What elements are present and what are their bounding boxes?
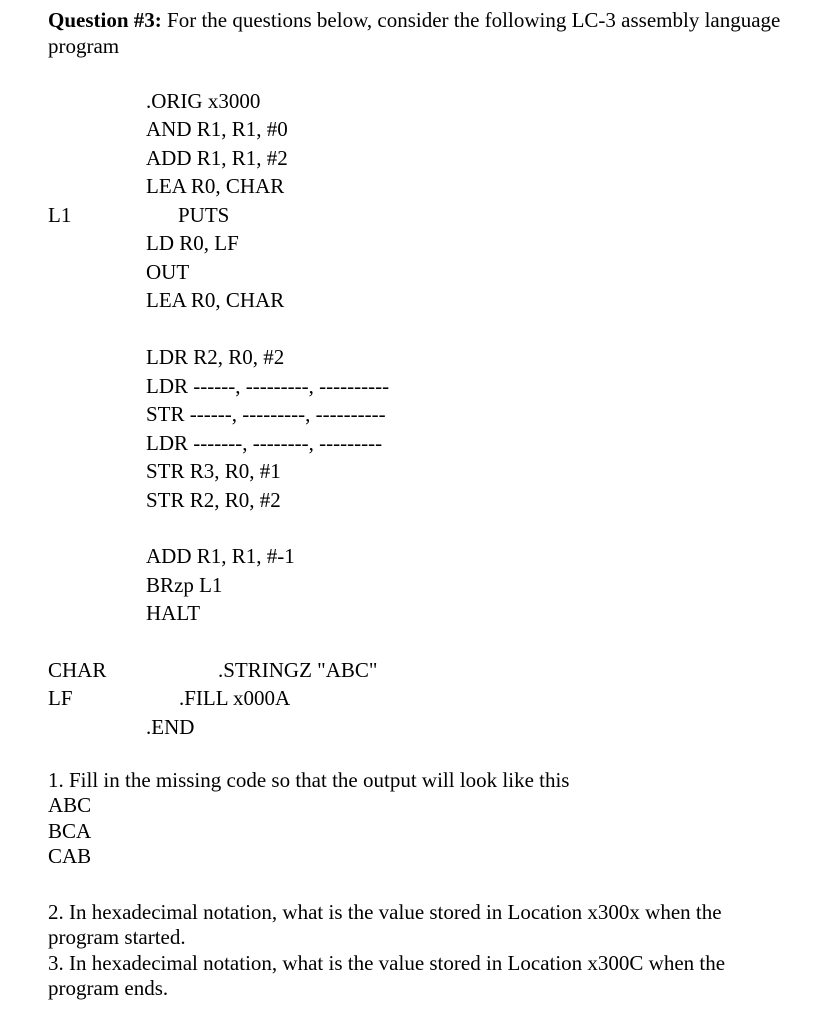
code-line: .ORIG x3000 [146,89,261,113]
code-line: LEA R0, CHAR [146,288,285,312]
code-line: LD R0, LF [146,231,239,255]
code-line: ADD R1, R1, #-1 [146,544,295,568]
code-line: OUT [146,260,190,284]
code-line: HALT [146,601,201,625]
question-2: 2. In hexadecimal notation, what is the value stored in Location x300x when the program started. [48,900,722,949]
code-line: STR R3, R0, #1 [146,459,281,483]
code-line: BRzp L1 [146,573,223,597]
code-line: LDR R2, R0, #2 [146,345,285,369]
code-line-blank: LDR -------, --------, --------- [146,431,383,455]
question-header [48,7,788,59]
output-line: BCA [48,819,92,843]
code-line: PUTS [178,203,230,227]
question-label: Question #3: [48,8,162,32]
code-line-blank: STR ------, ---------, ---------- [146,402,386,426]
code-line: STR R2, R0, #2 [146,488,281,512]
code-line: AND R1, R1, #0 [146,117,288,141]
code-label-lf: LF [48,686,73,710]
question-1: 1. Fill in the missing code so that the output will look like this [48,768,570,792]
code-line: LEA R0, CHAR [146,174,285,198]
code-line: .END [146,715,195,739]
code-label-l1: L1 [48,203,72,227]
output-line: CAB [48,844,92,868]
code-line-blank: LDR ------, ---------, ---------- [146,374,390,398]
code-label-char: CHAR [48,658,107,682]
code-line: .STRINGZ "ABC" [218,658,378,682]
question-3: 3. In hexadecimal notation, what is the value stored in Location x300C when the program ends. [48,951,726,1000]
question-intro: For the questions below, consider the following LC-3 assembly language program [48,8,781,58]
output-line: ABC [48,793,92,817]
code-line: ADD R1, R1, #2 [146,146,288,170]
code-line: .FILL x000A [179,686,291,710]
